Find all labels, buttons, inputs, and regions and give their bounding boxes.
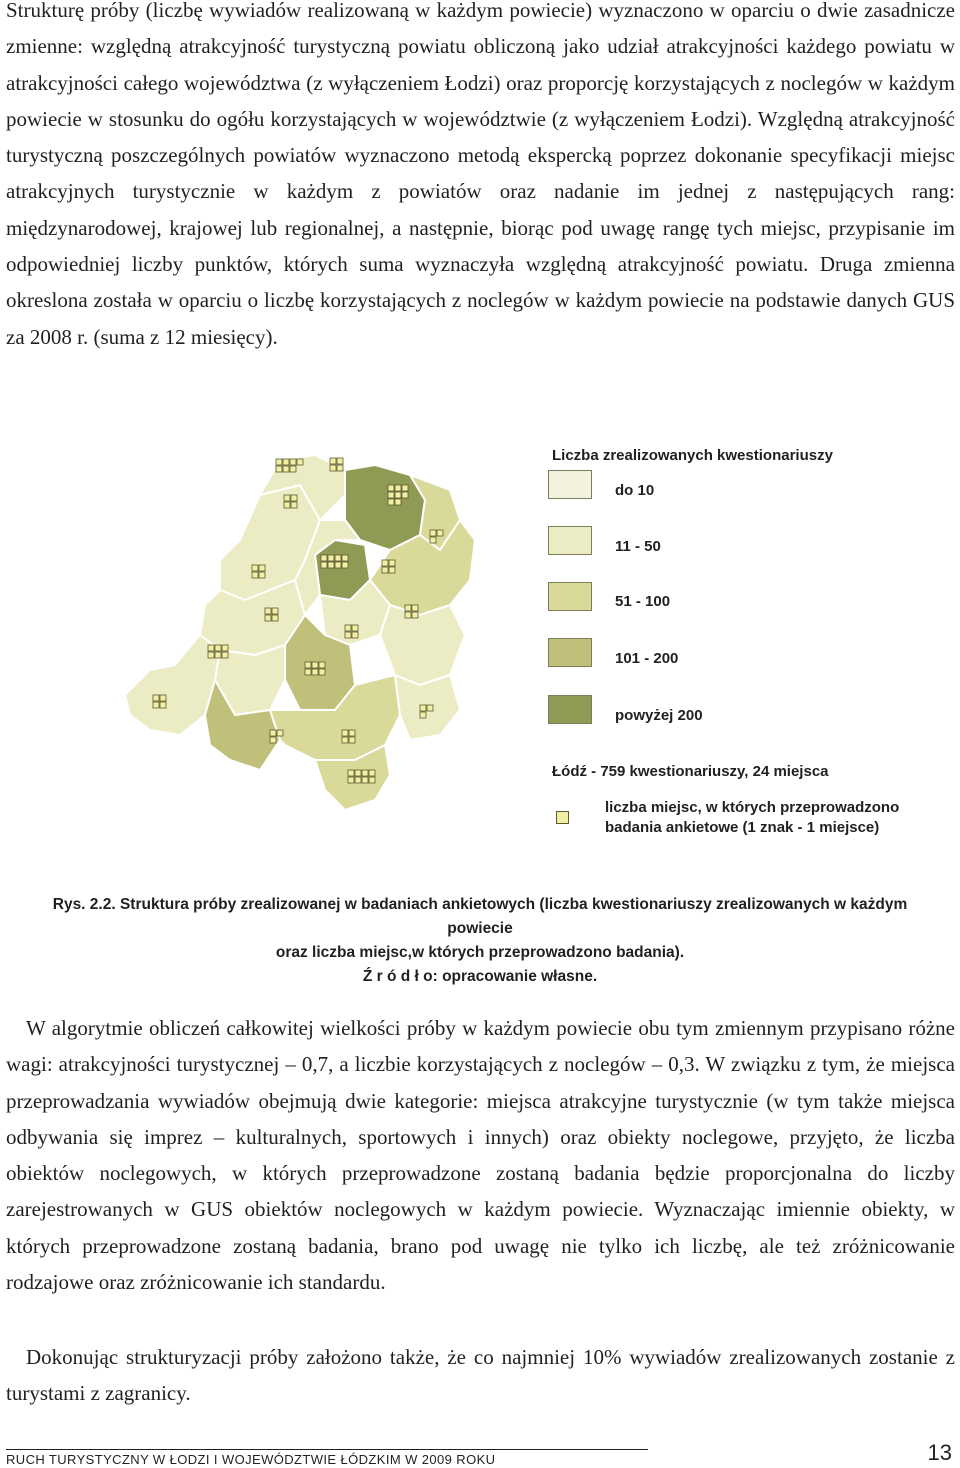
- running-title: RUCH TURYSTYCZNY W ŁODZI I WOJEWÓDZTWIE ŁÓDZKIM W 2009 ROKU: [6, 1452, 496, 1467]
- legend-label-101-200: 101 - 200: [615, 650, 679, 667]
- paragraph-algorithm: W algorytmie obliczeń całkowitej wielkości próby w każdym powiecie obu tym zmiennym przypisano różne wagi: atrakcyjności turystycznej – 0,7, a liczbie korzystających z noclegów – 0,3. W związku z tym, że miejsca przeprowadzania wywiadów obejmują dwie kategorie: miejsca atrakcyjne turystycznie (w tym także miejsca odbywania się imprez – kulturalnych, sportowych i innych) oraz obiekty noclegowe, przyjęto, że liczba obiektów noclegowych, w których przeprowadzone zostaną badania będzie proporcjonalna do liczby zarejestrowanych w GUS obiektów noclegowych w każdym powiecie. Wyznaczając imiennie obiekty, w których przeprowadzone zostaną badania, brano pod uwagę nie tylko ich liczbę, ale też zróżnicowanie rodzajowe oraz zróżnicowanie ich standardu.: [6, 1016, 955, 1295]
- legend-swatch-51-100: [548, 582, 592, 611]
- legend-marker-note: liczba miejsc, w których przeprowadzono badania ankietowe (1 znak - 1 miejsce): [605, 799, 900, 836]
- caption-line-1: Rys. 2.2. Struktura próby zrealizowanej w badaniach ankietowych (liczba kwestionariuszy zrealizowanych w każdym powiecie: [52, 896, 908, 937]
- legend-marker-swatch: [556, 811, 569, 824]
- choropleth-map: [120, 440, 540, 820]
- caption-source: Ź r ó d ł o: opracowanie własne.: [362, 968, 598, 985]
- legend-lodz-note: Łódź - 759 kwestionariuszy, 24 miejsca: [552, 763, 829, 780]
- caption-line-2: oraz liczba miejsc,w których przeprowadzono badania).: [275, 944, 685, 961]
- legend-label-do-10: do 10: [615, 482, 655, 499]
- legend-swatch-11-50: [548, 526, 592, 555]
- legend-label-11-50: 11 - 50: [615, 538, 661, 555]
- paragraph-foreign-tourists: Dokonując strukturyzacji próby założono także, że co najmniej 10% wywiadów zrealizowanych zostanie z turystami z zagranicy.: [6, 1345, 955, 1406]
- legend-label-51-100: 51 - 100: [615, 593, 671, 610]
- paragraph-structure: Strukturę próby (liczbę wywiadów realizowaną w każdym powiecie) wyznaczono w oparciu o dwie zasadnicze zmienne: względną atrakcyjność turystyczną powiatu obliczoną jako udział atrakcyjności każdego powiatu w atrakcyjności całego województwa (z wyłączeniem Łodzi) oraz proporcję korzystających z noclegów w każdym powiecie w stosunku do ogółu korzystających w województwie (z wyłączeniem Łodzi). Względną atrakcyjność turystyczną poszczególnych powiatów wyznaczono metodą ekspercką poprzez dokonanie specyfikacji miejsc atrakcyjnych turystycznie w każdym z powiatów oraz nadanie im jednej z następujących rang: międzynarodowej, krajowej lub regionalnej, a następnie, biorąc pod uwagę rangę tych miejsc, przypisanie im odpowiedniej liczby punktów, których suma wyznaczyła względną atrakcyjność powiatu. Druga zmienna okreslona została w oparciu o liczbę korzystających z noclegów w każdym powiecie na podstawie danych GUS za 2008 r. (suma z 12 miesięcy).: [6, 0, 955, 349]
- figure-caption: [40, 893, 920, 989]
- legend-swatch-powyzej-200: [548, 695, 592, 724]
- legend-swatch-101-200: [548, 638, 592, 667]
- footer-rule: [6, 1449, 648, 1450]
- legend-swatch-do-10: [548, 470, 592, 499]
- legend-label-powyzej-200: powyżej 200: [615, 707, 703, 724]
- legend-title: Liczba zrealizowanych kwestionariuszy: [552, 447, 833, 464]
- page-number: 13: [927, 1440, 952, 1465]
- region-east-south: [380, 605, 465, 685]
